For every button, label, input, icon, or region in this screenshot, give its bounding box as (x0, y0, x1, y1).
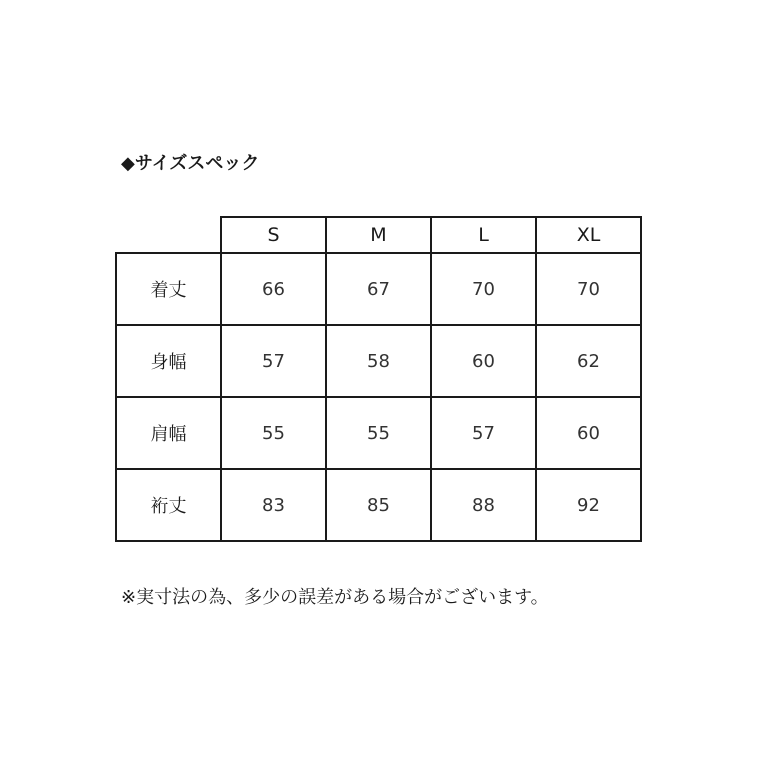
table-cell: 60 (431, 325, 536, 397)
table-cell: 70 (536, 253, 641, 325)
table-row (116, 469, 641, 541)
table-cell: 85 (326, 469, 431, 541)
table-cell: 58 (326, 325, 431, 397)
table-cell: 66 (221, 253, 326, 325)
size-spec-heading: ◆サイズスペック (121, 153, 260, 174)
size-header-row (116, 217, 641, 253)
row-label: 肩幅 (116, 397, 221, 469)
table-cell: 57 (431, 397, 536, 469)
table-cell: 55 (326, 397, 431, 469)
table-cell: 55 (221, 397, 326, 469)
row-label: 身幅 (116, 325, 221, 397)
size-spec-table (115, 216, 642, 542)
row-label: 着丈 (116, 253, 221, 325)
table-cell: 67 (326, 253, 431, 325)
size-header-m: M (326, 217, 431, 253)
table-cell: 62 (536, 325, 641, 397)
table-row (116, 325, 641, 397)
size-header-s: S (221, 217, 326, 253)
table-cell: 92 (536, 469, 641, 541)
table-cell: 60 (536, 397, 641, 469)
row-label: 裄丈 (116, 469, 221, 541)
table-row (116, 397, 641, 469)
size-header-xl: XL (536, 217, 641, 253)
size-header-l: L (431, 217, 536, 253)
table-cell: 83 (221, 469, 326, 541)
table-cell: 70 (431, 253, 536, 325)
table-row (116, 253, 641, 325)
table-corner-cell (116, 217, 221, 253)
table-cell: 57 (221, 325, 326, 397)
table-cell: 88 (431, 469, 536, 541)
measurement-note: ※実寸法の為、多少の誤差がある場合がございます。 (121, 587, 549, 608)
